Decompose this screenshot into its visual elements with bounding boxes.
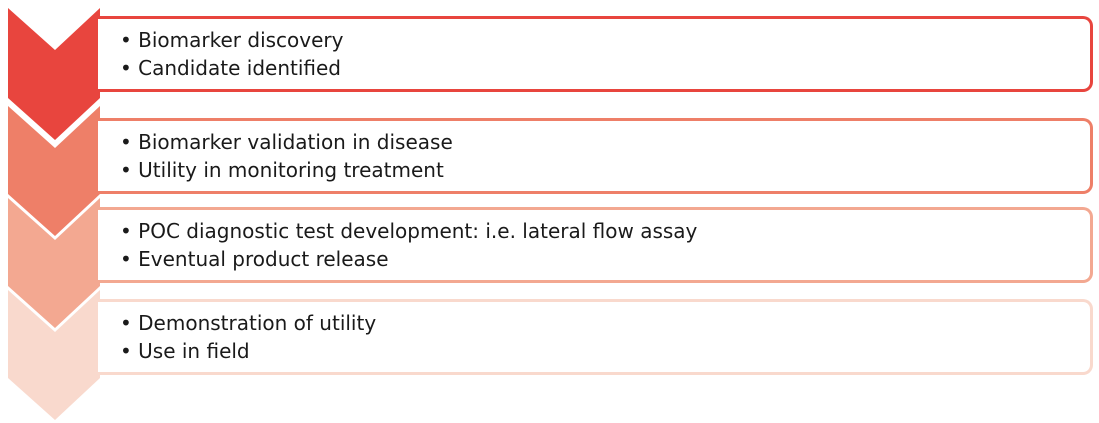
step-1-bullet-1: • Biomarker discovery [120,28,344,52]
step-3-bullet-2: • Eventual product release [120,247,389,271]
step-1-bullet-2: • Candidate identified [120,56,341,80]
step-2-box [98,118,1093,194]
step-4-box [98,299,1093,375]
step-3-bullet-1: • POC diagnostic test development: i.e. lateral flow assay [120,219,698,243]
step-4-bullet-2: • Use in field [120,339,250,363]
step-3-box [98,207,1093,283]
step-2-bullet-1: • Biomarker validation in disease [120,130,453,154]
step-1-box [98,16,1093,92]
step-2-bullet-2: • Utility in monitoring treatment [120,158,444,182]
step-4-bullet-1: • Demonstration of utility [120,311,377,335]
